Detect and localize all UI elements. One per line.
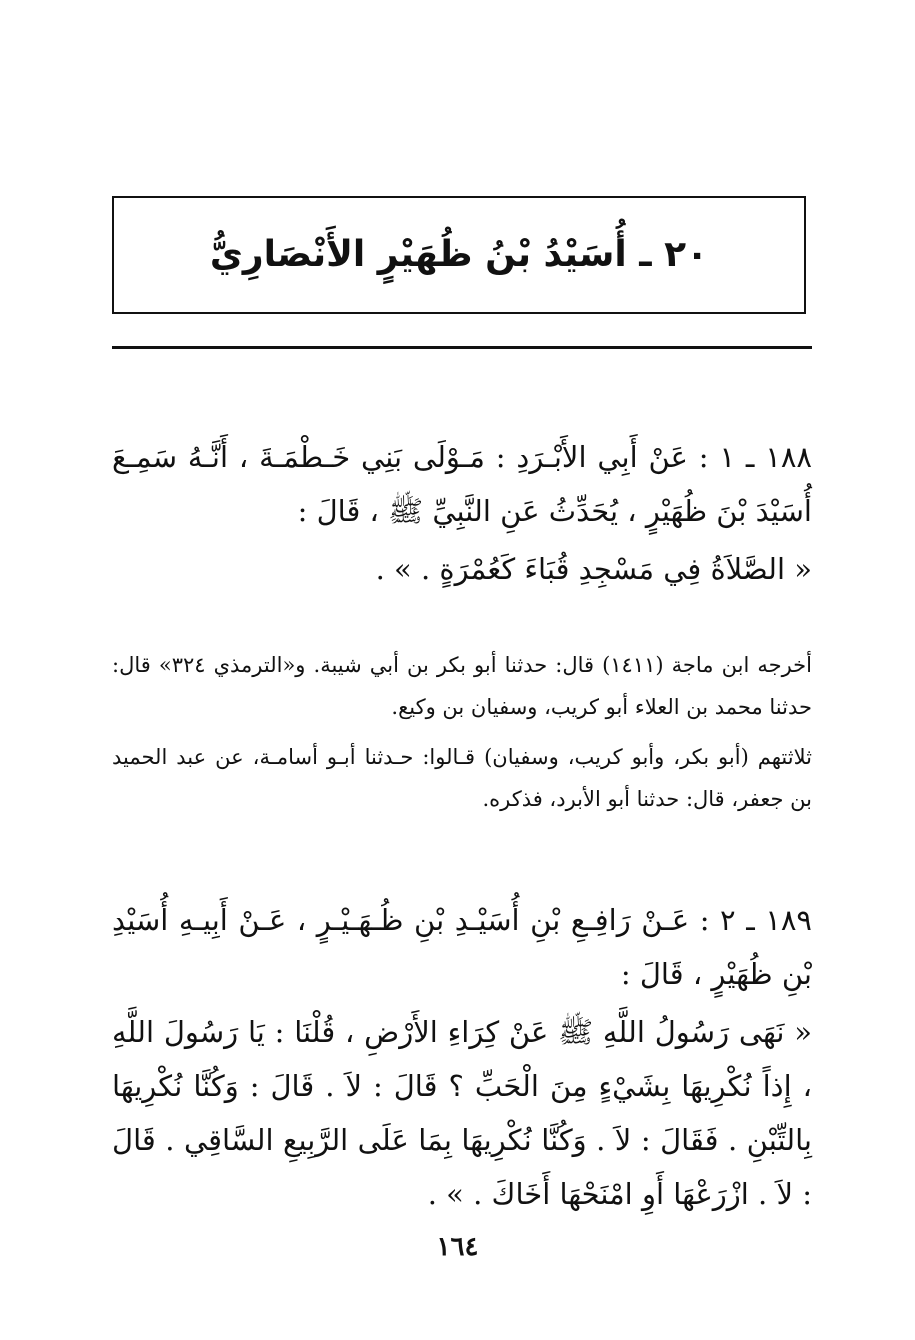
takhrij-paragraph: أخرجه ابن ماجة (١٤١١) قال: حدثنا أبو بكر بن أبي شيبة. و«الترمذي ٣٢٤» قال: حدثنا محمد بن العلاء أبو كريب، وسفيان بن وكيع. (112, 653, 812, 719)
hadith-188-takhrij (112, 644, 812, 820)
title-divider (112, 346, 812, 349)
chapter-title: ٢٠ ـ أُسَيْدُ بْنُ ظُهَيْرٍ الأَنْصَارِيُّ (209, 234, 709, 275)
chapter-title-box (112, 196, 806, 314)
takhrij-paragraph: ثلاثتهم (أبو بكر، وأبو كريب، وسفيان) قـالوا: حـدثنا أبـو أسامـة، عن عبد الحميد بن جعفر، قال: حدثنا أبو الأبرد، فذكره. (112, 745, 812, 811)
hadith-189-matn: « نَهَى رَسُولُ اللَّهِ ﷺ عَنْ كِرَاءِ الأَرْضِ ، قُلْنَا : يَا رَسُولَ اللَّهِ ، إِذاً نُكْرِيهَا بِشَيْءٍ مِنَ الْحَبِّ ؟ قَالَ : لاَ . قَالَ : وَكُنَّا نُكْرِيهَا بِالتِّبْنِ . فَقَالَ : لاَ . وَكُنَّا نُكْرِيهَا بِمَا عَلَى الرَّبِيعِ السَّاقِي . قَالَ : لاَ . ازْرَعْهَا أَوِ امْنَحْهَا أَخَاكَ . » . (112, 1015, 812, 1211)
page-number: ١٦٤ (436, 1232, 479, 1262)
hadith-189-isnad: ١٨٩ ـ ٢ : عَـنْ رَافِـعِ بْنِ أُسَيْـدِ بْنِ ظُـهَـيْـرٍ ، عَـنْ أَبِيـهِ أُسَيْدِ بْنِ ظُهَيْرٍ ، قَالَ : (112, 903, 812, 991)
hadith-188-isnad: ١٨٨ ـ ١ : عَنْ أَبِي الأَبْـرَدِ : مَـوْلَى بَنِي خَـطْمَـةَ ، أَنَّـهُ سَمِـعَ أُسَيْدَ بْنَ ظُهَيْرٍ ، يُحَدِّثُ عَنِ النَّبِيِّ ﷺ ، قَالَ : (112, 440, 813, 528)
hadith-189 (112, 893, 812, 1221)
hadith-188 (112, 430, 812, 596)
hadith-188-matn: « الصَّلاَةُ فِي مَسْجِدِ قُبَاءَ كَعُمْرَةٍ . » . (375, 552, 812, 586)
